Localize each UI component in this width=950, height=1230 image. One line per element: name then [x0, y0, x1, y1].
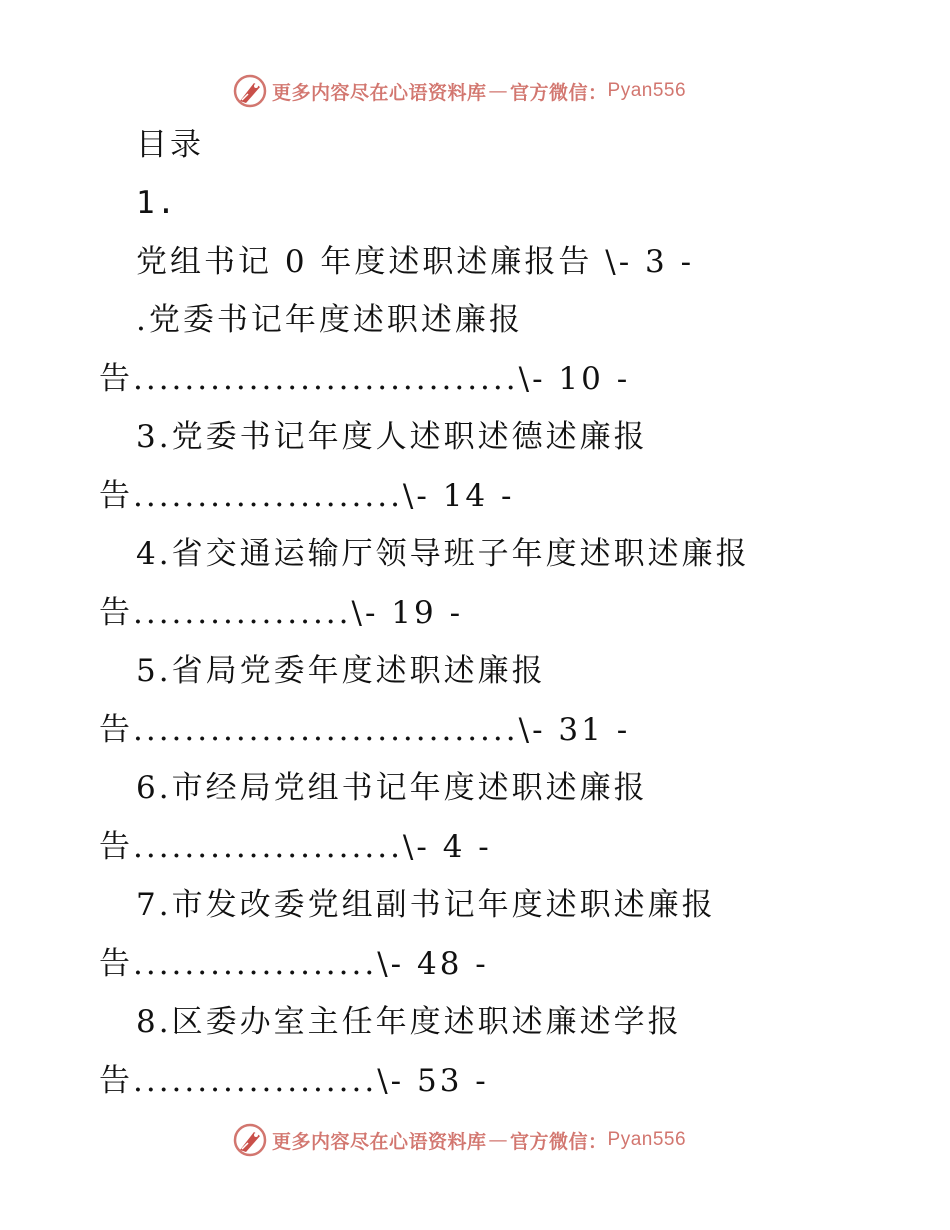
toc-entry-6-page: 告.....................\- 4 - — [99, 829, 492, 865]
watermark-text: 更多内容尽在心语资料库 — [272, 1130, 487, 1153]
toc-entry-4-page: 告.................\- 19 - — [99, 595, 464, 631]
watermark-account: Pyan556 — [607, 80, 687, 101]
toc-entry-7-title: 7.市发改委党组副书记年度述职述廉报 — [136, 887, 716, 923]
toc-entry-3-title: 3.党委书记年度人述职述德述廉报 — [136, 419, 648, 455]
toc-entry-5-page: 告..............................\- 31 - — [99, 712, 631, 748]
toc-entry-2-page: 告..............................\- 10 - — [99, 361, 631, 397]
watermark-dash: — — [488, 80, 509, 102]
watermark-account: Pyan556 — [607, 1129, 687, 1150]
pen-nib-logo-icon — [232, 1122, 268, 1158]
toc-entry-3-page: 告.....................\- 14 - — [99, 478, 515, 514]
toc-entry-4-title: 4.省交通运输厅领导班子年度述职述廉报 — [136, 536, 750, 572]
watermark-dash: — — [488, 1129, 509, 1151]
toc-entry-6-title: 6.市经局党组书记年度述职述廉报 — [136, 770, 648, 806]
toc-title: 目录 — [136, 127, 204, 163]
toc-entry-5-title: 5.省局党委年度述职述廉报 — [136, 653, 546, 689]
watermark-label: 官方微信： — [510, 1130, 608, 1153]
toc-entry-1: 党组书记 0 年度述职述廉报告 \- 3 - — [136, 244, 695, 280]
toc-entry-7-page: 告...................\- 48 - — [99, 946, 489, 982]
watermark-text: 更多内容尽在心语资料库 — [272, 81, 487, 104]
toc-entry-8-page: 告...................\- 53 - — [99, 1063, 489, 1099]
toc-entry-2-title: .党委书记年度述职述廉报 — [136, 302, 523, 338]
watermark-label: 官方微信： — [510, 81, 608, 104]
toc-entry-8-title: 8.区委办室主任年度述职述廉述学报 — [136, 1004, 682, 1040]
toc-number-1: 1. — [136, 185, 178, 221]
footer-watermark — [232, 1120, 712, 1160]
